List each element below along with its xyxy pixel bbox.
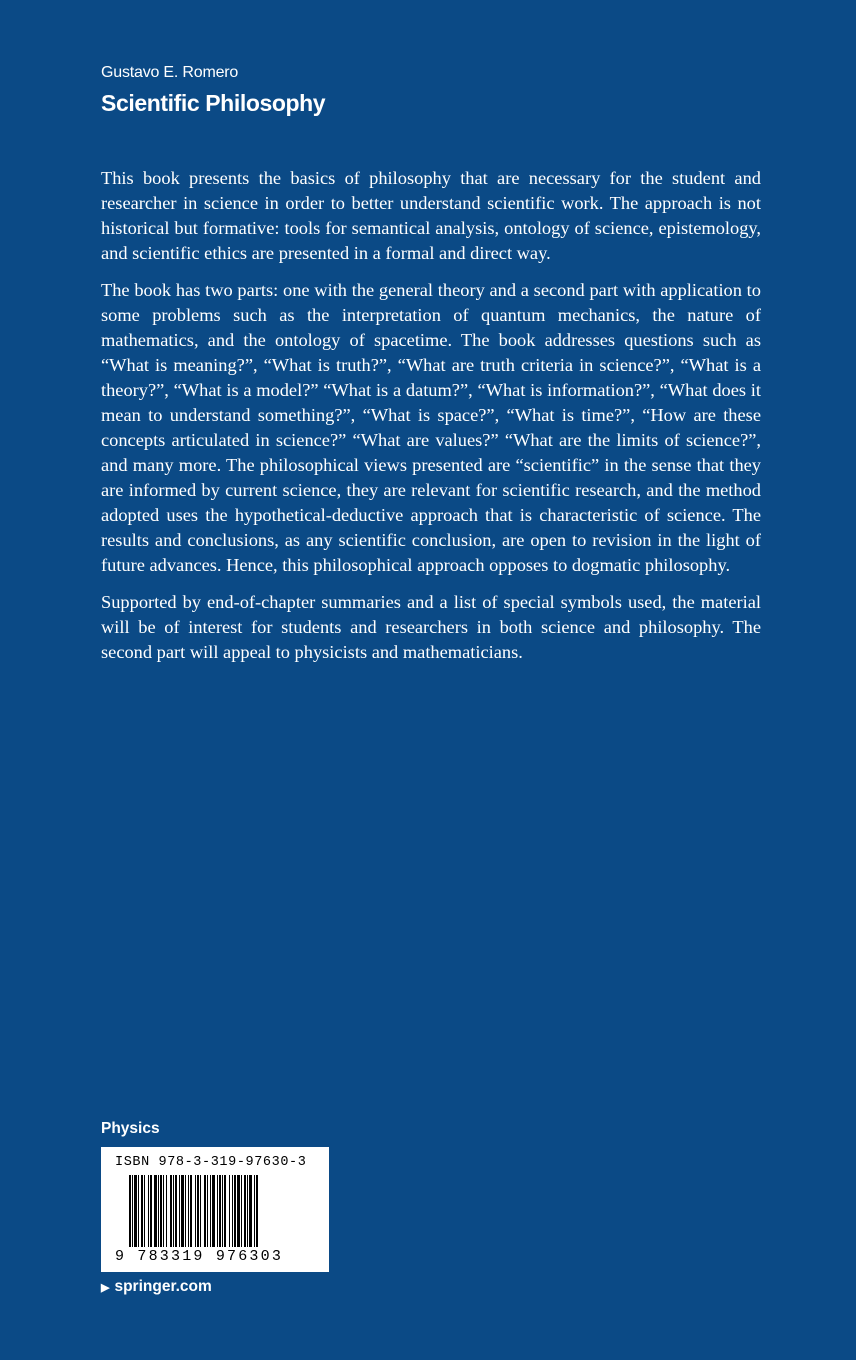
- description-paragraph: The book has two parts: one with the general theory and a second part with application to some problems such as the interpretation of quantum mechanics, the nature of mathematics, and the ontology of spacetime. The book addresses questions such as “What is meaning?”, “What is truth?”, “What are truth criteria in science?”, “What is a theory?”, “What is a model?” “What is a datum?”, “What is information?”, “What does it mean to understand something?”, “What is space?”, “What is time?”, “How are these concepts articulated in science?” “What are values?” “What are the limits of science?”, and many more. The philosophical views presented are “scientific” in the sense that they are informed by current science, they are relevant for scientific research, and the method adopted uses the hypothetical-deductive approach that is characteristic of science. The results and conclusions, as any scientific conclusion, are open to revision in the light of future advances. Hence, this philosophical approach opposes to dogmatic philosophy.: [101, 280, 761, 575]
- publisher-link[interactable]: [101, 1278, 212, 1296]
- book-description: [101, 166, 761, 677]
- book-title: Scientific Philosophy: [101, 90, 326, 116]
- play-arrow-icon: ▶: [101, 1281, 110, 1294]
- subject-category: Physics: [101, 1120, 160, 1137]
- isbn-digits: 9 783319 976303: [115, 1248, 284, 1265]
- author-name: Gustavo E. Romero: [101, 64, 239, 81]
- description-paragraph: Supported by end-of-chapter summaries and a list of special symbols used, the material will be of interest for students and researchers in both science and philosophy. The second part will appeal to physicists and mathematicians.: [101, 592, 761, 662]
- publisher-link-text: springer.com: [114, 1278, 212, 1295]
- isbn-barcode: [101, 1147, 329, 1272]
- description-paragraph: This book presents the basics of philosophy that are necessary for the student and researcher in science in order to better understand scientific work. The approach is not historical but formative: tools for semantical analysis, ontology of science, epistemology, and scientific ethics are presented in a formal and direct way.: [101, 168, 761, 263]
- isbn-label: ISBN 978-3-319-97630-3: [115, 1155, 307, 1170]
- barcode-bars: [129, 1175, 305, 1247]
